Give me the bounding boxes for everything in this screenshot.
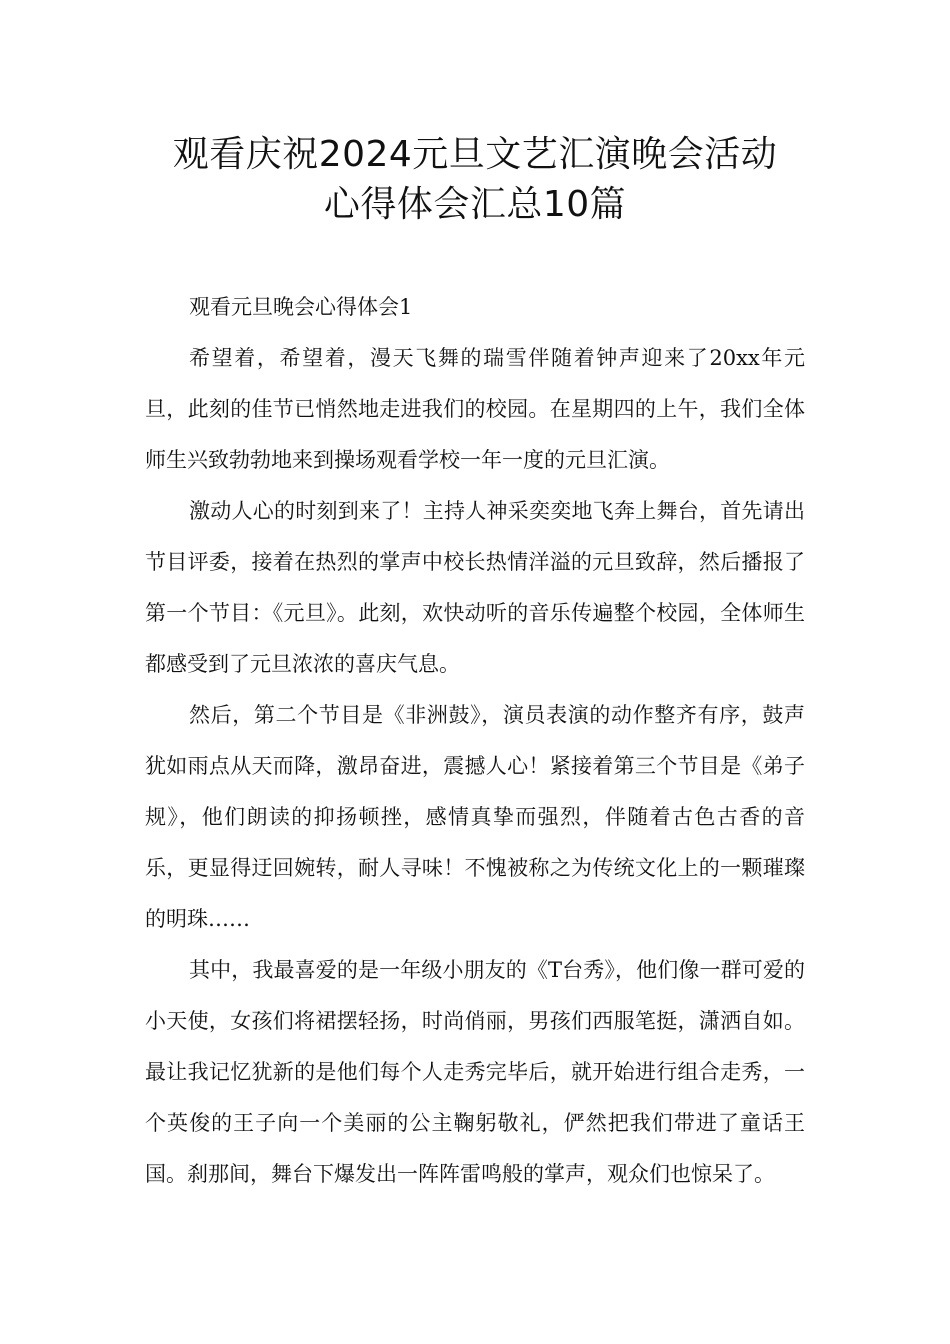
title-line-2: 心得体会汇总10篇 — [323, 184, 627, 225]
paragraph: 其中，我最喜爱的是一年级小朋友的《T台秀》，他们像一群可爱的小天使，女孩们将裙摆轻扬，时尚俏丽，男孩们西服笔挺，潇洒自如。最让我记忆犹新的是他们每个人走秀完毕后，就开始进行组合走秀，一个英俊的王子向一个美丽的公主鞠躬敬礼，俨然把我们带进了童话王国。刹那间，舞台下爆发出一阵阵雷鸣般的掌声，观众们也惊呆了。 — [145, 958, 805, 1186]
document-body — [145, 282, 805, 1200]
document-title — [0, 130, 950, 230]
paragraph: 然后，第二个节目是《非洲鼓》，演员表演的动作整齐有序，鼓声犹如雨点从天而降，激昂奋进，震撼人心！紧接着第三个节目是《弟子规》，他们朗读的抑扬顿挫，感情真挚而强烈，伴随着古色古香的音乐，更显得迂回婉转，耐人寻味！不愧被称之为传统文化上的一颗璀璨的明珠…… — [145, 703, 805, 931]
title-line-1: 观看庆祝2024元旦文艺汇演晚会活动 — [172, 134, 778, 175]
paragraph: 激动人心的时刻到来了！主持人神采奕奕地飞奔上舞台，首先请出节目评委，接着在热烈的掌声中校长热情洋溢的元旦致辞，然后播报了第一个节目：《元旦》。此刻，欢快动听的音乐传遍整个校园，全体师生都感受到了元旦浓浓的喜庆气息。 — [145, 499, 805, 676]
section-heading: 观看元旦晚会心得体会1 — [189, 295, 413, 319]
paragraph: 希望着，希望着，漫天飞舞的瑞雪伴随着钟声迎来了20xx年元旦，此刻的佳节已悄然地走进我们的校园。在星期四的上午，我们全体师生兴致勃勃地来到操场观看学校一年一度的元旦汇演。 — [145, 346, 805, 472]
